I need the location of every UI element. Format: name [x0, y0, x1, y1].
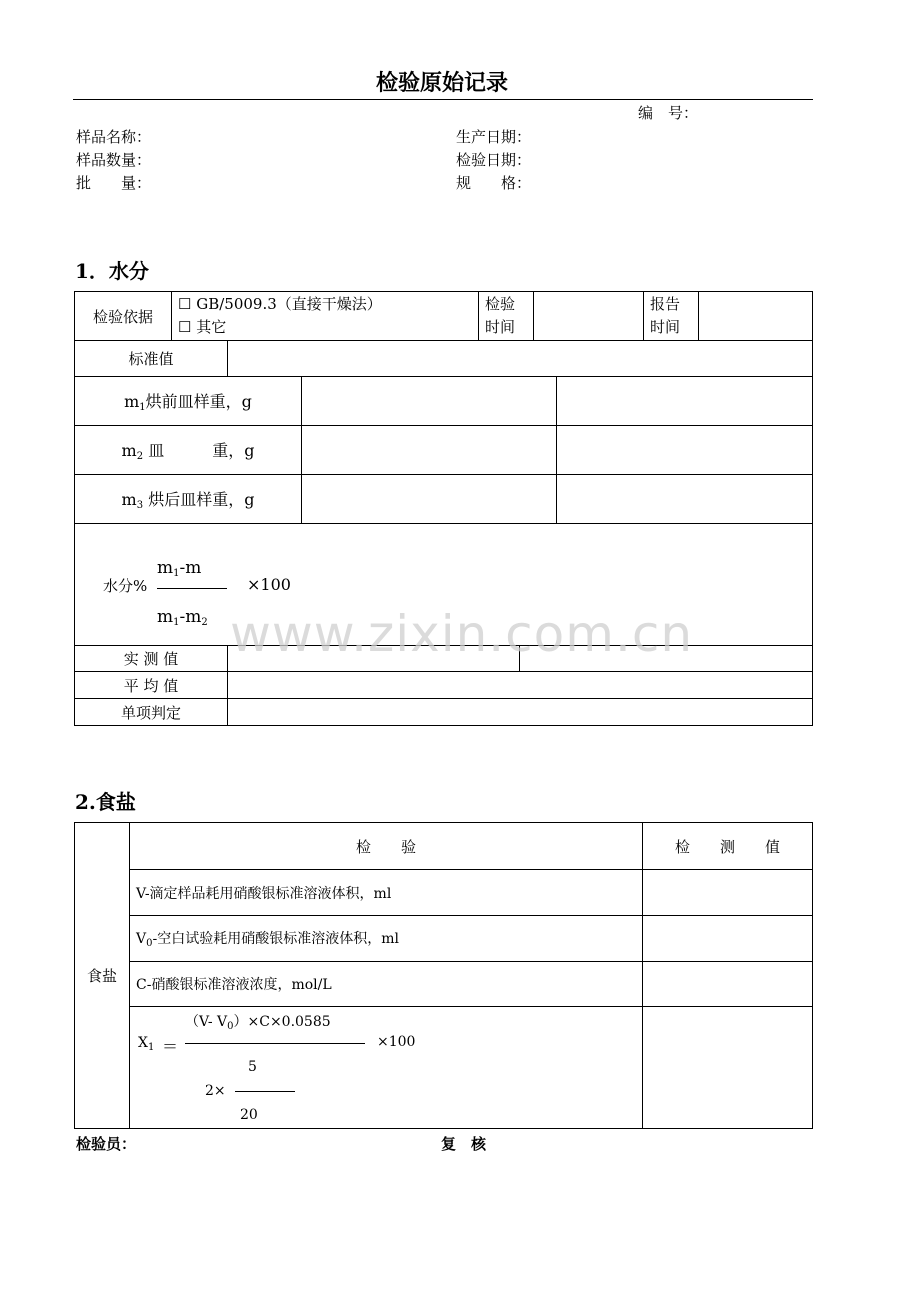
production-date-label: 生产日期： [456, 128, 532, 146]
salt-formula-eq: ＝ [162, 1037, 179, 1056]
watermark: www.zixin.com.cn [230, 605, 694, 663]
checkbox-other[interactable]: ☐ [178, 318, 192, 336]
formula-denominator: $m_1-m_2$ [157, 607, 208, 628]
salt-table [74, 822, 813, 1129]
judgement-value[interactable] [228, 699, 813, 726]
number-label: 编 号： [638, 104, 699, 122]
salt-c-label: C-硝酸银标准溶液浓度，mol/L [130, 962, 643, 1007]
inspection-time-value[interactable] [534, 292, 644, 341]
section-moisture-heading: 1．水分 [75, 259, 149, 283]
salt-v0-value[interactable] [643, 916, 813, 962]
salt-formula-den-line [235, 1091, 295, 1092]
m1-label: $m_1$烘前皿样重，g [75, 377, 302, 426]
salt-formula-den-num: 5 [248, 1059, 257, 1075]
basis-label: 检验依据 [75, 292, 172, 341]
m3-label: $m_3$ 烘后皿样重，g [75, 475, 302, 524]
m2-value-1[interactable] [302, 426, 557, 475]
measured-label: 实 测 值 [75, 646, 228, 672]
m1-value-2[interactable] [557, 377, 813, 426]
standard-table [74, 340, 813, 377]
sample-qty-label: 样品数量： [76, 151, 152, 169]
salt-col-inspect: 检 验 [130, 823, 643, 870]
salt-formula-den-prefix: 2× [205, 1083, 226, 1099]
salt-result-value[interactable] [643, 1007, 813, 1129]
sample-name-label: 样品名称： [76, 128, 152, 146]
m2-label: $m_2$ 皿 重，g [75, 426, 302, 475]
basis-options [172, 292, 479, 341]
inspector-label: 检验员： [76, 1135, 137, 1153]
salt-v-value[interactable] [643, 870, 813, 916]
salt-formula-den-den: 20 [240, 1107, 258, 1123]
salt-v-label: V-滴定样品耗用硝酸银标准溶液体积，ml [130, 870, 643, 916]
salt-formula-numerator: （V- $V_0)\times C\times 0.0585$ [185, 1014, 331, 1032]
spec-label: 规 格： [456, 174, 532, 192]
formula-multiplier: ×100 [247, 575, 291, 594]
batch-label: 批 量： [76, 174, 152, 192]
formula-fraction-line [157, 588, 227, 589]
report-time-value[interactable] [699, 292, 813, 341]
salt-formula-multiplier: ×100 [377, 1034, 416, 1050]
judgement-label: 单项判定 [75, 699, 228, 726]
salt-formula-x: $X_1$ [138, 1035, 155, 1053]
m3-value-1[interactable] [302, 475, 557, 524]
standard-value[interactable] [228, 341, 813, 377]
basis-option-other: 其它 [196, 318, 227, 336]
inspection-date-label: 检验日期： [456, 151, 532, 169]
page-title: 检验原始记录 [375, 70, 508, 96]
moisture-basis-table [74, 291, 813, 341]
formula-numerator: $m_1-m$ [157, 558, 202, 579]
review-label: 复 核 [441, 1135, 487, 1153]
formula-label: 水分% [103, 577, 148, 595]
average-value[interactable] [228, 672, 813, 699]
salt-row-label: 食盐 [75, 823, 130, 1129]
salt-v0-label: $V_0-$空白试验耗用硝酸银标准溶液体积，ml [130, 916, 643, 962]
average-label: 平 均 值 [75, 672, 228, 699]
basis-option-gb: GB/5009.3（直接干燥法） [196, 295, 382, 313]
m3-value-2[interactable] [557, 475, 813, 524]
salt-c-value[interactable] [643, 962, 813, 1007]
section-salt-heading: 2.食盐 [75, 790, 136, 814]
salt-formula-fraction-line [185, 1043, 365, 1044]
salt-col-value: 检 测 值 [643, 823, 813, 870]
inspection-time-label: 检验 时间 [479, 292, 534, 341]
title-divider [73, 99, 813, 100]
checkbox-gb[interactable]: ☐ [178, 295, 192, 313]
m1-value-1[interactable] [302, 377, 557, 426]
standard-label: 标准值 [75, 341, 228, 377]
report-time-label: 报告 时间 [644, 292, 699, 341]
m2-value-2[interactable] [557, 426, 813, 475]
salt-formula-cell [130, 1007, 643, 1129]
